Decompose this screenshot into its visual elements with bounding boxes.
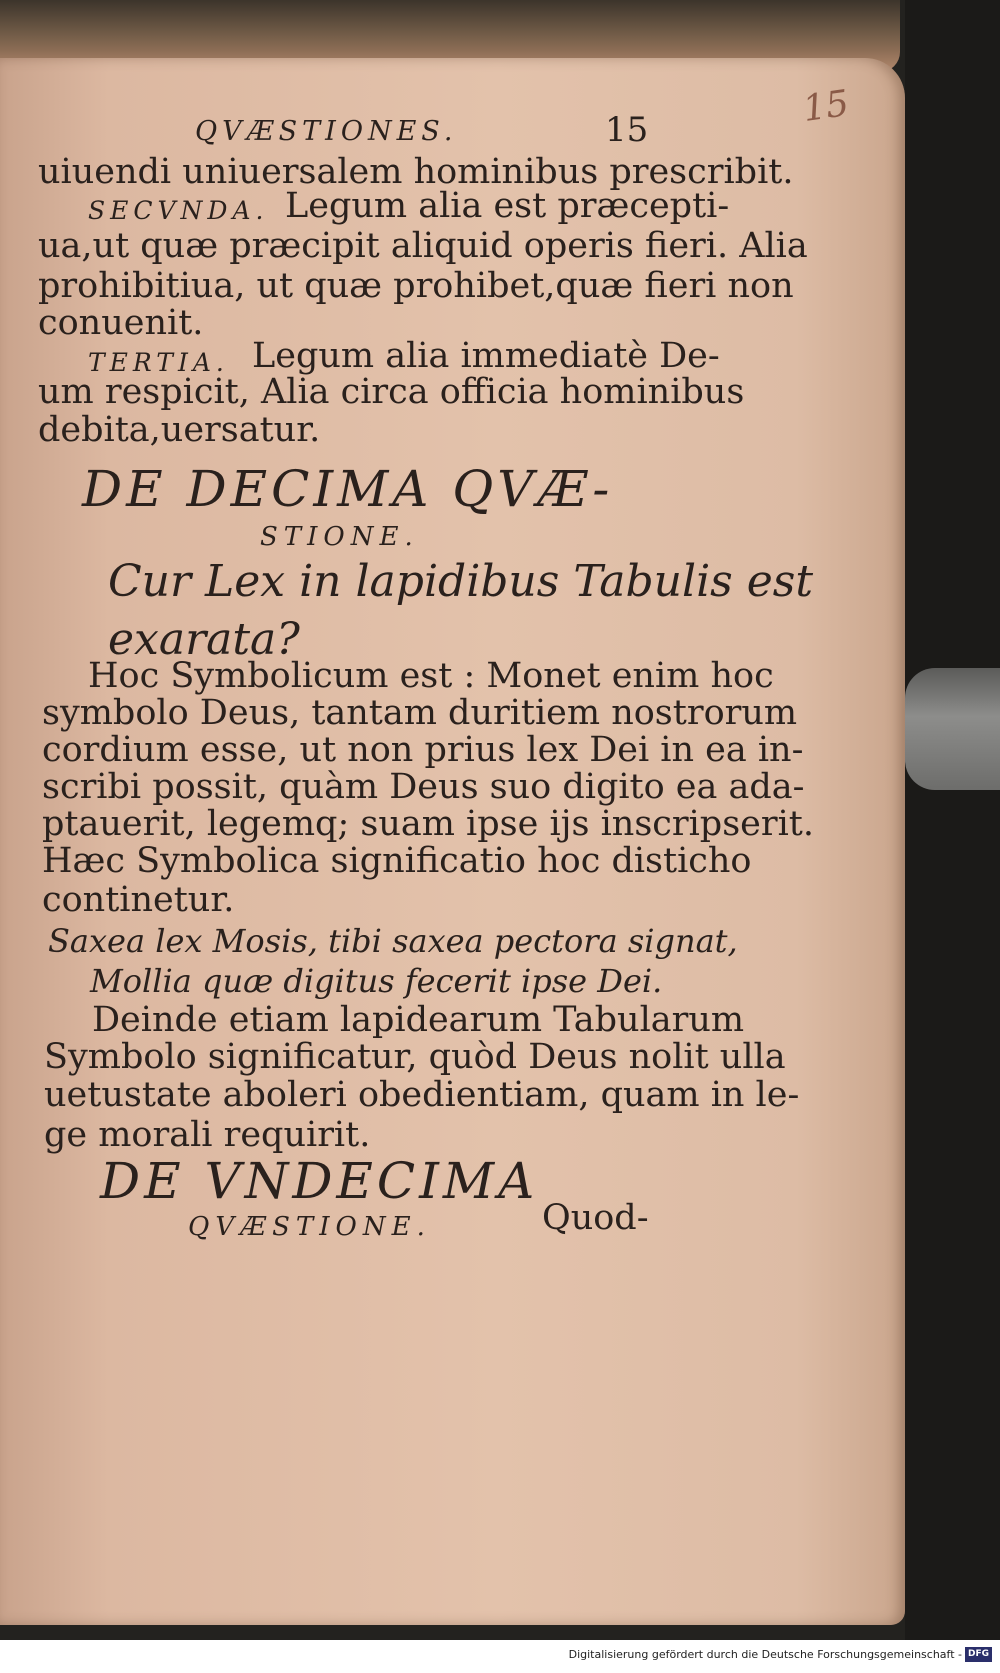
- text-line: scribi possit, quàm Deus suo digito ea ada-: [42, 767, 805, 807]
- verse-line: Mollia quæ digitus fecerit ipse Dei.: [90, 962, 663, 1000]
- text-line: ua,ut quæ præcipit aliquid operis fieri. Alia: [38, 226, 808, 266]
- catchword: Quod-: [542, 1198, 649, 1238]
- text-line: ge morali requirit.: [44, 1115, 371, 1155]
- text-line: ptauerit, legemq; suam ipse ijs inscripserit.: [42, 804, 814, 844]
- text-line: uetustate aboleri obedientiam, quam in le-: [44, 1075, 800, 1115]
- question-title-cont: exarata?: [108, 614, 300, 665]
- section-label: SECVNDA.: [88, 196, 269, 225]
- text-line: debita,uersatur.: [38, 410, 321, 450]
- footer-bar: [0, 1640, 1000, 1673]
- text-line: conuenit.: [38, 303, 204, 343]
- text-line: Deinde etiam lapidearum Tabularum: [92, 1000, 745, 1040]
- text-line: symbolo Deus, tantam duritiem nostrorum: [42, 693, 798, 733]
- scan-background: [905, 0, 1000, 1640]
- text-line: Legum alia immediatè De-: [252, 336, 720, 376]
- footer-credit: Digitalisierung gefördert durch die Deutsche Forschungsgemeinschaft -: [568, 1648, 962, 1661]
- page-number: 15: [605, 110, 649, 150]
- chapter-heading: DE VNDECIMA: [100, 1152, 539, 1210]
- chapter-heading-cont: QVÆSTIONE.: [188, 1212, 431, 1242]
- chapter-heading-cont: STIONE.: [260, 522, 419, 552]
- text-line: Legum alia est præcepti-: [285, 186, 730, 226]
- text-line: prohibitiua, ut quæ prohibet,quæ fieri non: [38, 266, 794, 306]
- text-line: continetur.: [42, 880, 235, 920]
- text-line: Symbolo significatur, quòd Deus nolit ulla: [44, 1037, 786, 1077]
- text-line: uiuendi uniuersalem hominibus prescribit.: [38, 152, 794, 192]
- running-head: QVÆSTIONES.: [195, 116, 458, 147]
- text-line: Hoc Symbolicum est : Monet enim hoc: [88, 656, 774, 696]
- text-line: cordium esse, ut non prius lex Dei in ea in-: [42, 730, 804, 770]
- verse-line: Saxea lex Mosis, tibi saxea pectora signat,: [48, 922, 738, 960]
- text-line: Hæc Symbolica significatio hoc disticho: [42, 841, 752, 881]
- chapter-heading: DE DECIMA QVÆ-: [82, 460, 614, 518]
- question-title: Cur Lex in lapidibus Tabulis est: [108, 556, 814, 607]
- page-clip: [905, 668, 1000, 790]
- text-line: um respicit, Alia circa officia hominibus: [38, 372, 745, 412]
- corner-page-mark: 15: [800, 83, 852, 130]
- dfg-logo: DFG: [965, 1647, 992, 1662]
- section-label: TERTIA.: [88, 348, 229, 377]
